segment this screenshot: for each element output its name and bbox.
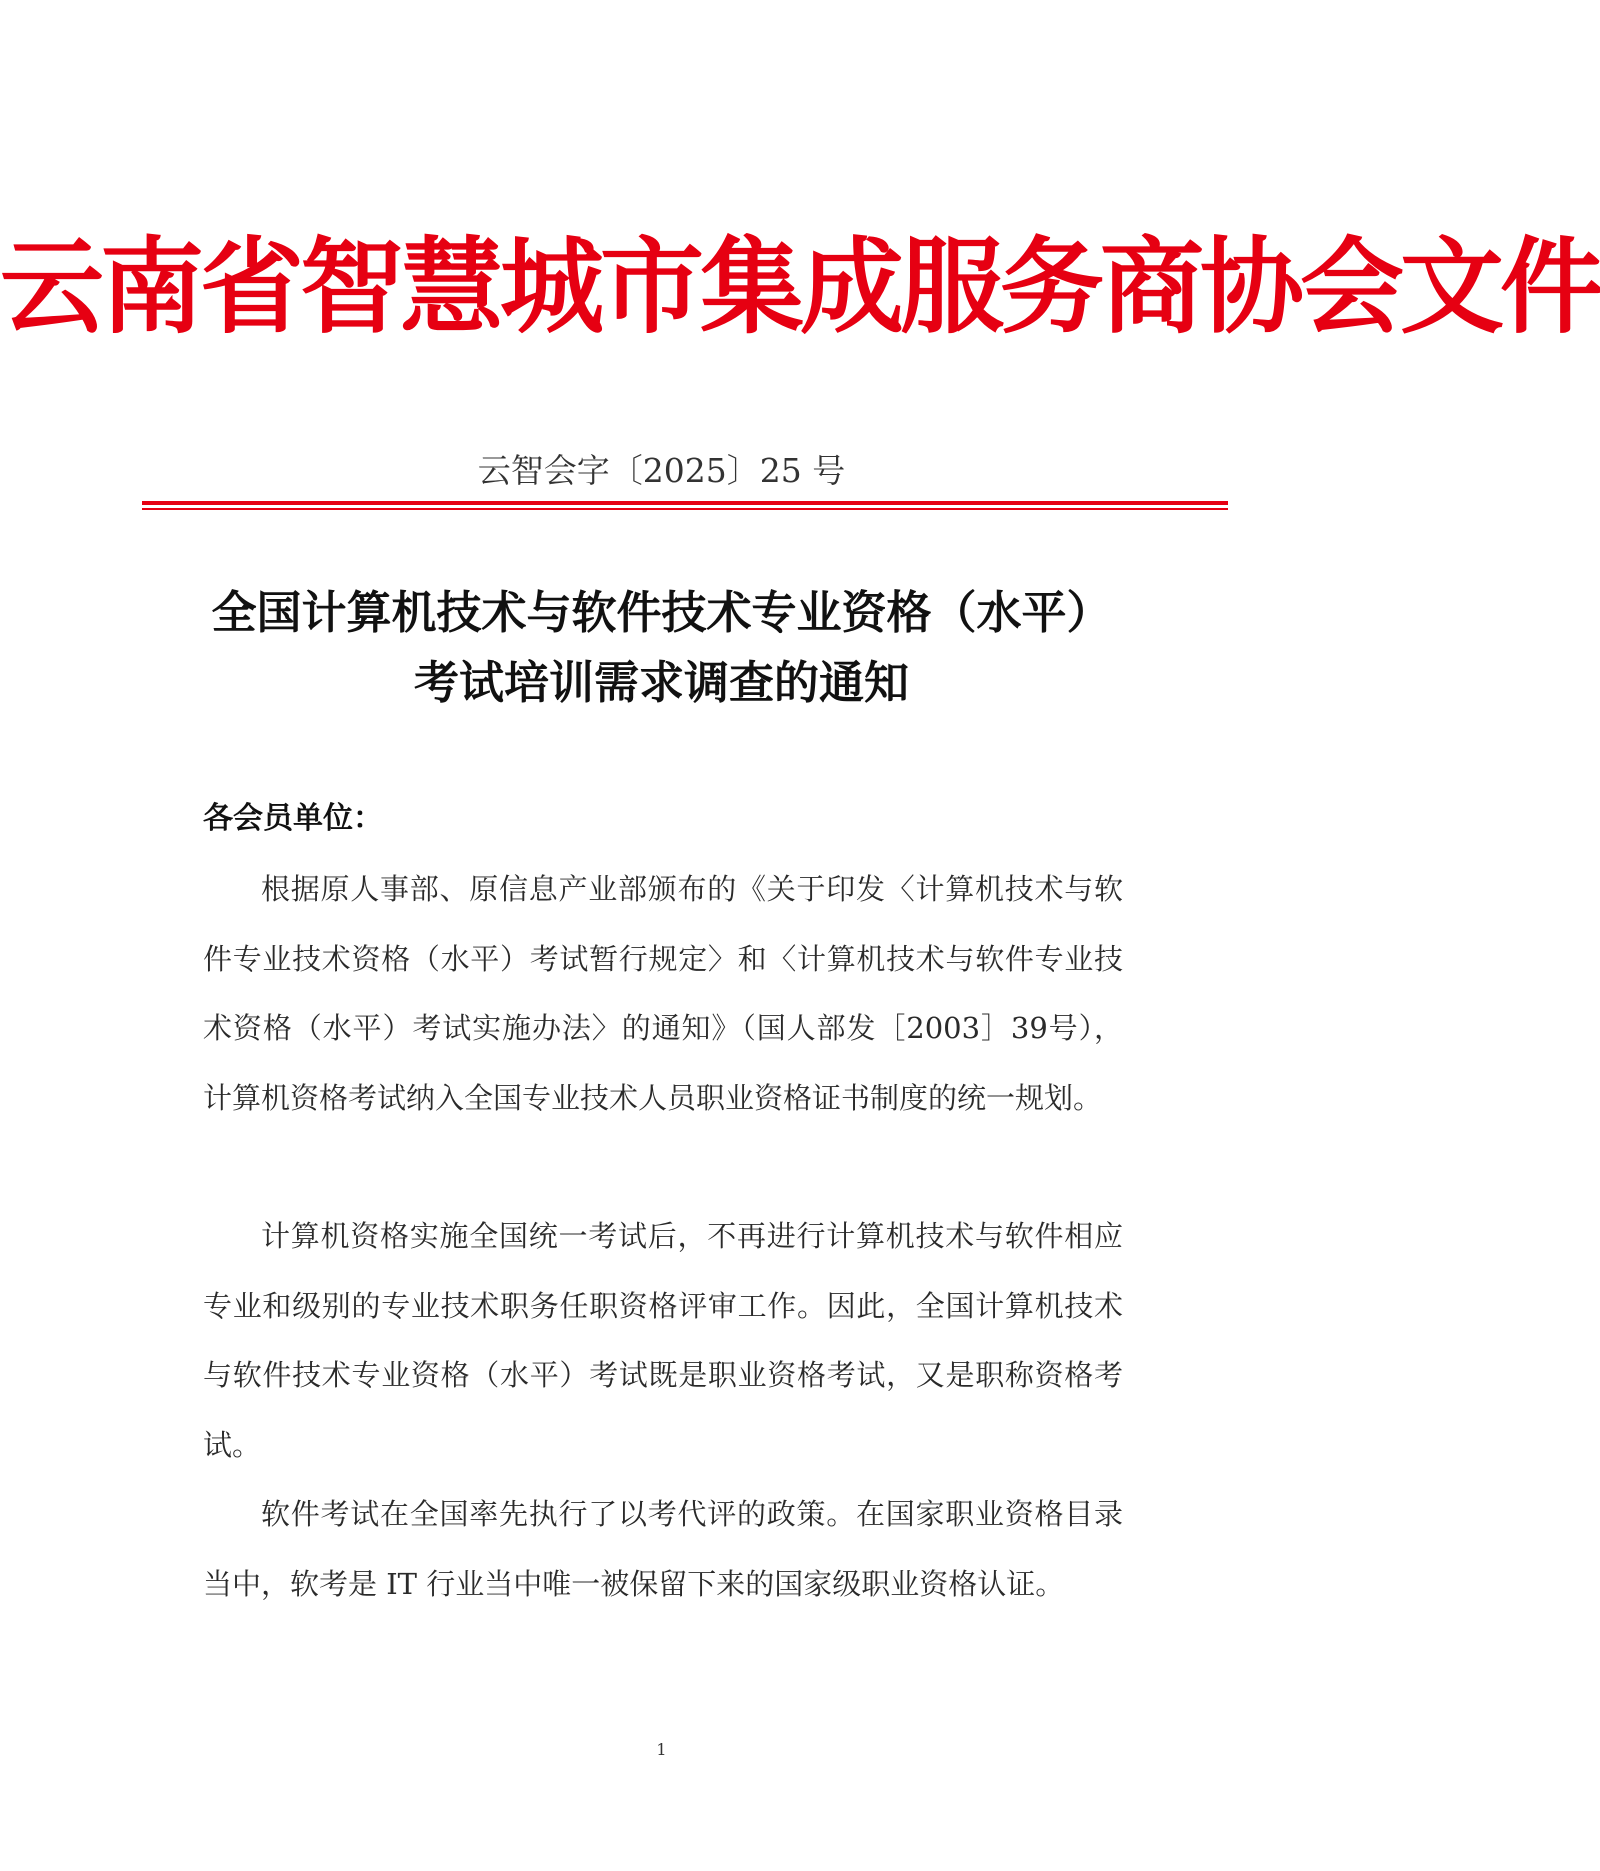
body-paragraph-2: 计算机资格实施全国统一考试后，不再进行计算机技术与软件相应专业和级别的专业技术职务任职资格评审工作。因此，全国计算机技术与软件技术专业资格（水平）考试既是职业资格考试，又是职称资格考试。 <box>203 1219 1123 1462</box>
document-number: 云智会字〔2025〕25 号 <box>477 451 846 490</box>
notice-title-line2: 考试培训需求调查的通知 <box>413 656 909 709</box>
body-paragraph-3: 软件考试在全国率先执行了以考代评的政策。在国家职业资格目录当中，软考是 IT 行业当中唯一被保留下来的国家级职业资格认证。 <box>203 1497 1123 1601</box>
red-divider-thin <box>142 508 1228 510</box>
notice-title-line1: 全国计算机技术与软件技术专业资格（水平） <box>211 586 1112 639</box>
salutation: 各会员单位： <box>203 801 383 836</box>
page-number: 1 <box>656 1740 667 1759</box>
body-paragraph-1: 根据原人事部、原信息产业部颁布的《关于印发〈计算机技术与软件专业技术资格（水平）考试暂行规定〉和〈计算机技术与软件专业技术资格（水平）考试实施办法〉的通知》（国人部发［2003］39号），计算机资格考试纳入全国专业技术人员职业资格证书制度的统一规划。 <box>203 872 1123 1115</box>
org-header-title: 云南省智慧城市集成服务商协会文件 <box>0 226 1600 348</box>
red-divider-thick <box>142 501 1228 505</box>
